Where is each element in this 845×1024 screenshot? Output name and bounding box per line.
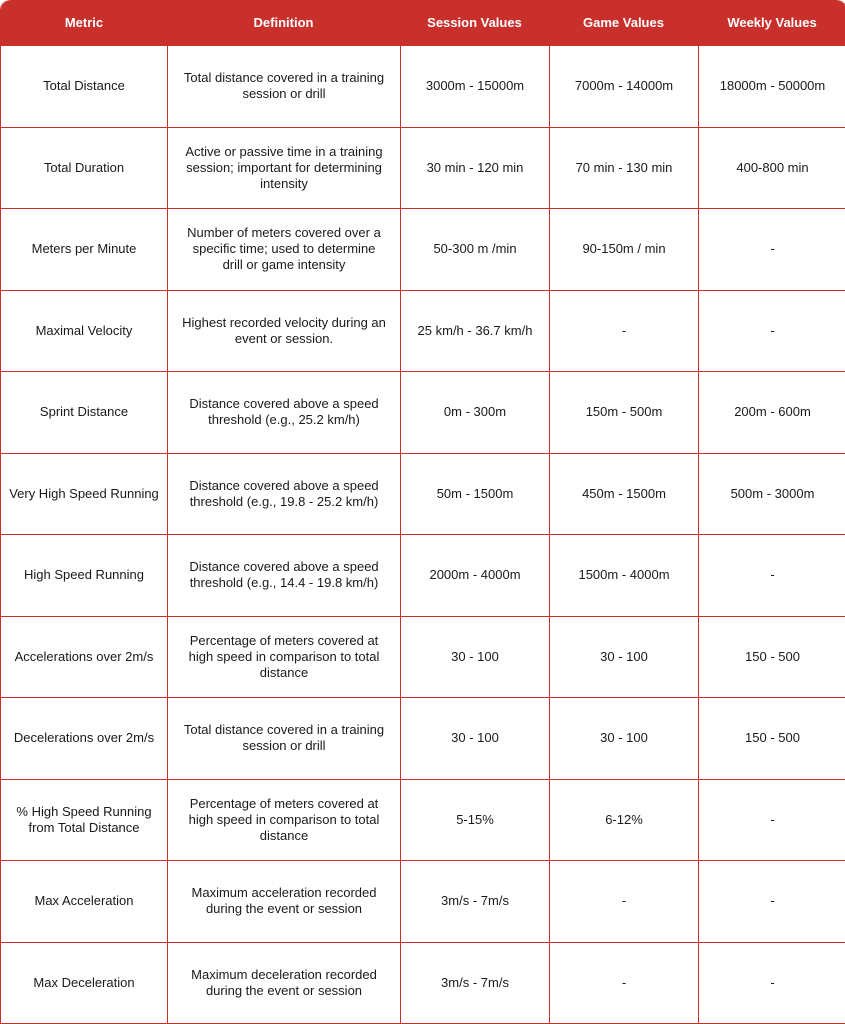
definition-cell: [167, 371, 400, 453]
game-values-cell-text: 450m - 1500m: [582, 485, 666, 501]
header-session-values: Session Values: [400, 0, 549, 45]
session-values-cell-text: 30 - 100: [451, 730, 499, 746]
definition-cell-text: Distance covered above a speed threshold (e.g., 25.2 km/h): [189, 396, 379, 428]
weekly-values-cell-text: -: [770, 241, 775, 257]
metric-cell: [1, 127, 167, 209]
game-values-cell-text: -: [621, 974, 627, 990]
session-values-cell-text: 0m - 300m: [443, 404, 507, 420]
session-values-cell-text: 5-15%: [456, 811, 494, 827]
metric-cell: [1, 371, 167, 453]
session-values-cell: [400, 45, 549, 127]
session-values-cell-text: 30 - 100: [451, 648, 499, 664]
definition-cell-text: Distance covered above a speed threshold (e.g., 14.4 - 19.8 km/h): [189, 559, 379, 591]
game-values-cell-text: 1500m - 4000m: [578, 567, 670, 583]
table-row: [1, 942, 845, 1024]
metric-cell: [1, 942, 167, 1024]
session-values-cell: [400, 697, 549, 779]
metric-cell-text: Decelerations over 2m/s: [13, 730, 155, 746]
definition-cell-text: Total distance covered in a training session or drill: [183, 70, 385, 102]
definition-cell-text: Highest recorded velocity during an event or session.: [182, 314, 386, 346]
metric-cell: [1, 860, 167, 942]
definition-cell: [167, 697, 400, 779]
session-values-cell: [400, 616, 549, 698]
game-values-cell: [549, 127, 698, 209]
header-weekly-values: Weekly Values: [698, 0, 845, 45]
table-row: [1, 534, 845, 616]
definition-cell-text: Total distance covered in a training session or drill: [183, 722, 385, 754]
table-body: [1, 45, 845, 1023]
game-values-cell-text: 90-150m / min: [582, 241, 666, 257]
metric-cell-text: Very High Speed Running: [9, 485, 159, 501]
session-values-cell: [400, 779, 549, 861]
session-values-cell-text: 30 min - 120 min: [426, 159, 524, 175]
session-values-cell: [400, 453, 549, 535]
session-values-cell-text: 3m/s - 7m/s: [441, 893, 509, 909]
weekly-values-cell: [698, 371, 845, 453]
game-values-cell-text: 30 - 100: [600, 730, 648, 746]
metric-cell-text: Total Distance: [43, 78, 125, 94]
header-definition: Definition: [167, 0, 400, 45]
weekly-values-cell: [698, 534, 845, 616]
definition-cell: [167, 45, 400, 127]
game-values-cell: [549, 453, 698, 535]
game-values-cell: [549, 290, 698, 372]
session-values-cell-text: 3000m - 15000m: [425, 78, 525, 94]
game-values-cell: [549, 371, 698, 453]
definition-cell-text: Distance covered above a speed threshold (e.g., 19.8 - 25.2 km/h): [189, 477, 379, 509]
table-row: [1, 616, 845, 698]
weekly-values-cell-text: -: [770, 322, 775, 338]
weekly-values-cell: [698, 208, 845, 290]
weekly-values-cell: [698, 127, 845, 209]
game-values-cell: [549, 779, 698, 861]
game-values-cell: [549, 208, 698, 290]
game-values-cell-text: 7000m - 14000m: [574, 78, 674, 94]
definition-cell-text: Active or passive time in a training session; important for determining intensity: [185, 143, 383, 191]
session-values-cell-text: 50-300 m /min: [433, 241, 517, 257]
game-values-cell: [549, 860, 698, 942]
weekly-values-cell: [698, 453, 845, 535]
metric-cell-text: Total Duration: [43, 159, 125, 175]
game-values-cell: [549, 616, 698, 698]
weekly-values-cell-text: 150 - 500: [745, 730, 800, 746]
table-row: [1, 371, 845, 453]
table-header: [1, 0, 845, 45]
metric-cell: [1, 616, 167, 698]
definition-cell: [167, 290, 400, 372]
game-values-cell: [549, 45, 698, 127]
definition-cell: [167, 942, 400, 1024]
definition-cell: [167, 860, 400, 942]
metric-cell-text: Max Acceleration: [34, 893, 134, 909]
table-row: [1, 453, 845, 535]
game-values-cell: [549, 534, 698, 616]
metric-cell: [1, 208, 167, 290]
game-values-cell-text: 70 min - 130 min: [575, 159, 673, 175]
weekly-values-cell-text: -: [770, 974, 775, 990]
weekly-values-cell-text: 200m - 600m: [734, 404, 811, 420]
session-values-cell: [400, 208, 549, 290]
definition-cell: [167, 779, 400, 861]
session-values-cell-text: 3m/s - 7m/s: [441, 974, 509, 990]
game-values-cell: [549, 942, 698, 1024]
session-values-cell: [400, 534, 549, 616]
metric-cell: [1, 697, 167, 779]
definition-cell-text: Percentage of meters covered at high speed in comparison to total distance: [188, 795, 380, 843]
definition-cell: [167, 534, 400, 616]
table-row: [1, 697, 845, 779]
weekly-values-cell: [698, 860, 845, 942]
session-values-cell: [400, 290, 549, 372]
table-row: [1, 779, 845, 861]
table-row: [1, 208, 845, 290]
session-values-cell: [400, 371, 549, 453]
weekly-values-cell-text: -: [770, 567, 775, 583]
weekly-values-cell: [698, 697, 845, 779]
metric-cell-text: Sprint Distance: [39, 404, 129, 420]
session-values-cell-text: 2000m - 4000m: [429, 567, 521, 583]
metric-cell-text: High Speed Running: [24, 567, 144, 583]
header-row: [1, 0, 845, 45]
definition-cell: [167, 616, 400, 698]
weekly-values-cell-text: 150 - 500: [745, 648, 800, 664]
weekly-values-cell-text: -: [770, 811, 775, 827]
session-values-cell: [400, 860, 549, 942]
session-values-cell: [400, 127, 549, 209]
game-values-cell-text: 30 - 100: [600, 648, 648, 664]
definition-cell: [167, 453, 400, 535]
header-metric: Metric: [1, 0, 167, 45]
weekly-values-cell-text: 400-800 min: [736, 159, 809, 175]
weekly-values-cell: [698, 45, 845, 127]
definition-cell-text: Number of meters covered over a specific time; used to determine drill or game intensity: [187, 225, 381, 273]
metric-cell: [1, 779, 167, 861]
game-values-cell: [549, 697, 698, 779]
metric-cell-text: Maximal Velocity: [35, 322, 133, 338]
game-values-cell-text: 6-12%: [605, 811, 643, 827]
weekly-values-cell: [698, 290, 845, 372]
metric-cell: [1, 45, 167, 127]
game-values-cell-text: -: [621, 322, 627, 338]
metric-cell-text: Meters per Minute: [31, 241, 137, 257]
session-values-cell: [400, 942, 549, 1024]
metric-cell: [1, 290, 167, 372]
session-values-cell-text: 25 km/h - 36.7 km/h: [417, 322, 533, 338]
definition-cell: [167, 127, 400, 209]
game-values-cell-text: 150m - 500m: [585, 404, 663, 420]
weekly-values-cell: [698, 942, 845, 1024]
metric-cell: [1, 453, 167, 535]
table-row: [1, 45, 845, 127]
table-row: [1, 290, 845, 372]
definition-cell-text: Maximum acceleration recorded during the event or session: [191, 885, 377, 917]
metric-cell: [1, 534, 167, 616]
definition-cell: [167, 208, 400, 290]
weekly-values-cell: [698, 779, 845, 861]
table-row: [1, 860, 845, 942]
session-values-cell-text: 50m - 1500m: [436, 485, 514, 501]
definition-cell-text: Maximum deceleration recorded during the event or session: [191, 966, 377, 998]
metric-cell-text: % High Speed Running from Total Distance: [16, 803, 152, 835]
header-game-values: Game Values: [549, 0, 698, 45]
table-row: [1, 127, 845, 209]
game-values-cell-text: -: [621, 893, 627, 909]
metric-cell-text: Accelerations over 2m/s: [14, 648, 154, 664]
weekly-values-cell-text: 500m - 3000m: [730, 485, 815, 501]
weekly-values-cell-text: 18000m - 50000m: [719, 78, 826, 94]
definition-cell-text: Percentage of meters covered at high speed in comparison to total distance: [188, 632, 380, 680]
weekly-values-cell: [698, 616, 845, 698]
weekly-values-cell-text: -: [770, 893, 775, 909]
metric-cell-text: Max Deceleration: [33, 974, 135, 990]
